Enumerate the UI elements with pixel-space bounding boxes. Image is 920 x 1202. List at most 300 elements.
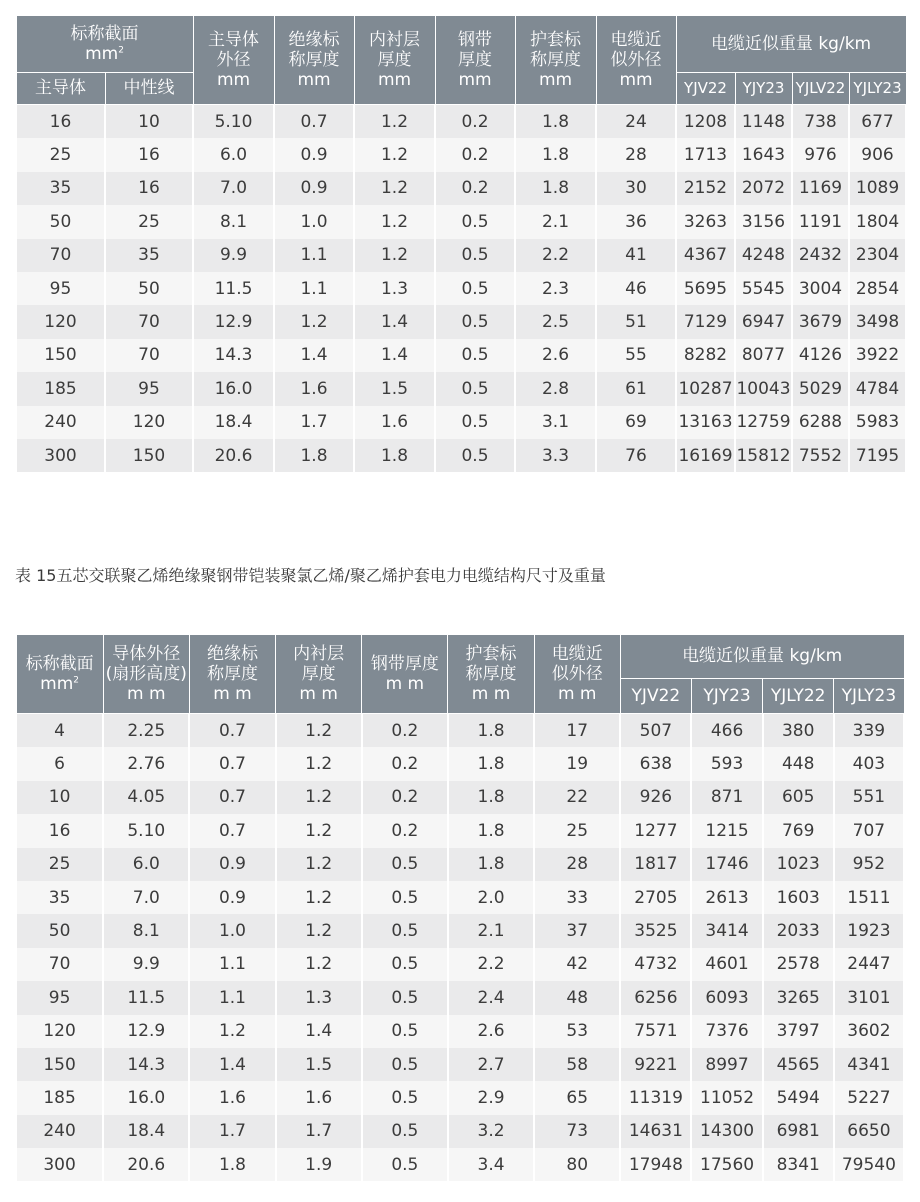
table-cell: 2.9 (448, 1081, 534, 1114)
table-row (16, 981, 904, 1014)
table-cell: 9.9 (193, 239, 274, 272)
table-cell: 16 (105, 172, 193, 205)
table-cell: 906 (849, 138, 906, 171)
table-cell: 1643 (735, 138, 792, 171)
table-cell: 380 (763, 714, 834, 748)
table-cell: 4248 (735, 239, 792, 272)
table-cell: 14631 (620, 1115, 691, 1148)
table-cell: 6.0 (193, 138, 274, 171)
table-cell: 58 (534, 1048, 620, 1081)
table-cell: 339 (834, 714, 904, 748)
table-cell: 5545 (735, 272, 792, 305)
table-cell: 3498 (849, 305, 906, 338)
table-cell: 8.1 (193, 205, 274, 238)
table-cell: 0.9 (189, 848, 275, 881)
table-cell: 1.1 (189, 981, 275, 1014)
table-cell: 76 (596, 439, 676, 472)
table-cell: 1.2 (354, 172, 435, 205)
table-row (16, 372, 906, 405)
table-cell: 0.5 (435, 406, 515, 439)
table-cell: 1.8 (448, 781, 534, 814)
table-row (16, 814, 904, 847)
table-cell: 0.7 (189, 781, 275, 814)
table-cell: 1.1 (274, 272, 354, 305)
table-cell: 6947 (735, 305, 792, 338)
table-row (16, 205, 906, 238)
table-cell: 1.8 (448, 747, 534, 780)
table-cell: 12.9 (103, 1015, 189, 1048)
table-cell: 1.9 (276, 1148, 362, 1181)
insulation-thickness-header (274, 16, 354, 105)
table-cell: 73 (534, 1115, 620, 1148)
steel-tape-header (435, 16, 515, 105)
table-cell: 5695 (676, 272, 735, 305)
table-cell: 1169 (792, 172, 849, 205)
table-cell: 1.2 (276, 881, 362, 914)
table-cell: 1746 (691, 848, 762, 881)
inner-layer-header (354, 16, 435, 105)
table-cell: 2.8 (515, 372, 596, 405)
table-cell: 952 (834, 848, 904, 881)
table-row (16, 781, 904, 814)
table-cell: 7129 (676, 305, 735, 338)
table-cell: 2.1 (515, 205, 596, 238)
five-core-cable-spec-table (15, 634, 905, 1181)
table-cell: 25 (16, 138, 105, 171)
table-cell: 16.0 (193, 372, 274, 405)
table-cell: 0.5 (435, 239, 515, 272)
table-cell: 7195 (849, 439, 906, 472)
table-cell: 2.6 (448, 1015, 534, 1048)
header-line: 厚度 (377, 49, 412, 70)
table-cell: 2033 (763, 914, 834, 947)
header-unit: m m (127, 684, 166, 705)
table-cell: 35 (16, 881, 103, 914)
table-row (16, 747, 904, 780)
header-line: 称厚度 (206, 663, 258, 684)
table-cell: 1.6 (276, 1081, 362, 1114)
table-cell: 7552 (792, 439, 849, 472)
table-cell: 2432 (792, 239, 849, 272)
table-cell: 2.3 (515, 272, 596, 305)
table-cell: 6288 (792, 406, 849, 439)
table-cell: 0.5 (362, 914, 448, 947)
header-line: 钢带 (458, 29, 492, 50)
table-cell: 1208 (676, 105, 735, 139)
table-cell: 1.8 (515, 105, 596, 139)
table-cell: 35 (105, 239, 193, 272)
table-cell: 3004 (792, 272, 849, 305)
table-cell: 638 (620, 747, 691, 780)
table-cell: 120 (16, 305, 105, 338)
table-cell: 3.2 (448, 1115, 534, 1148)
table-cell: 5029 (792, 372, 849, 405)
header-line: 称厚度 (465, 663, 517, 684)
table-cell: 0.5 (362, 1115, 448, 1148)
table-cell: 4341 (834, 1048, 904, 1081)
table-cell: 79540 (834, 1148, 904, 1181)
table-cell: 8077 (735, 339, 792, 372)
header-line: 似外径 (610, 49, 662, 70)
table-cell: 1.5 (354, 372, 435, 405)
section-label: 标称截面 (70, 23, 139, 44)
table-cell: 35 (16, 172, 105, 205)
table-cell: 0.5 (435, 205, 515, 238)
table-cell: 448 (763, 747, 834, 780)
header-unit: m m (299, 684, 338, 705)
table-cell: 677 (849, 105, 906, 139)
table-cell: 3101 (834, 981, 904, 1014)
table-cell: 36 (596, 205, 676, 238)
neutral-header: 中性线 (105, 73, 193, 105)
table-cell: 70 (105, 305, 193, 338)
table-cell: 0.9 (189, 881, 275, 914)
table-cell: 20.6 (103, 1148, 189, 1181)
table2-body (16, 714, 904, 1182)
table-cell: 7571 (620, 1015, 691, 1048)
table-cell: 0.2 (435, 172, 515, 205)
table-row (16, 172, 906, 205)
table-cell: 976 (792, 138, 849, 171)
table-cell: 3.1 (515, 406, 596, 439)
table-cell: 3602 (834, 1015, 904, 1048)
table-cell: 1.2 (274, 305, 354, 338)
table-cell: 1817 (620, 848, 691, 881)
table-cell: 1.2 (276, 714, 362, 748)
table-cell: 466 (691, 714, 762, 748)
table-cell: 1.2 (276, 747, 362, 780)
sheath-thickness-header (448, 635, 534, 714)
insulation-thickness-header (189, 635, 275, 714)
table-cell: 30 (596, 172, 676, 205)
table-cell: 1.0 (189, 914, 275, 947)
table-cell: 70 (16, 239, 105, 272)
table-row (16, 305, 906, 338)
table-row (16, 138, 906, 171)
table-cell: 51 (596, 305, 676, 338)
table-cell: 2.25 (103, 714, 189, 748)
table-cell: 4784 (849, 372, 906, 405)
table-cell: 11319 (620, 1081, 691, 1114)
header-line: 似外径 (551, 663, 603, 684)
table-cell: 3797 (763, 1015, 834, 1048)
header-line: 厚度 (458, 49, 492, 70)
table-cell: 0.2 (362, 814, 448, 847)
table-cell: 0.2 (362, 781, 448, 814)
table-cell: 240 (16, 406, 105, 439)
table-cell: 4126 (792, 339, 849, 372)
table-cell: 10287 (676, 372, 735, 405)
table-cell: 5.10 (193, 105, 274, 139)
table-caption: 表 15五芯交联聚乙烯绝缘聚钢带铠装聚氯乙烯/聚乙烯护套电力电缆结构尺寸及重量 (15, 566, 606, 585)
table-cell: 2705 (620, 881, 691, 914)
table-cell: 926 (620, 781, 691, 814)
table-cell: 1089 (849, 172, 906, 205)
table-cell: 150 (16, 339, 105, 372)
table-cell: 871 (691, 781, 762, 814)
table-cell: 1.2 (276, 814, 362, 847)
table-cell: 593 (691, 747, 762, 780)
table-cell: 0.5 (362, 1148, 448, 1181)
table-cell: 1.2 (354, 205, 435, 238)
table-cell: 1.3 (276, 981, 362, 1014)
table-cell: 1191 (792, 205, 849, 238)
table-cell: 25 (534, 814, 620, 847)
header-line: 外径 (216, 49, 251, 70)
table-cell: 53 (534, 1015, 620, 1048)
table-cell: 4732 (620, 948, 691, 981)
table-cell: 7376 (691, 1015, 762, 1048)
table-cell: 42 (534, 948, 620, 981)
table-cell: 1.4 (274, 339, 354, 372)
table-cell: 0.2 (362, 714, 448, 748)
table-cell: 1.1 (274, 239, 354, 272)
table-cell: 1.8 (274, 439, 354, 472)
model-header: YJLV22 (792, 73, 849, 105)
table-cell: 41 (596, 239, 676, 272)
table-cell: 1.5 (276, 1048, 362, 1081)
table-cell: 4367 (676, 239, 735, 272)
table-cell: 3922 (849, 339, 906, 372)
table-row (16, 714, 904, 748)
table-cell: 1.4 (354, 305, 435, 338)
table-cell: 1.8 (515, 172, 596, 205)
table-cell: 738 (792, 105, 849, 139)
table-cell: 1511 (834, 881, 904, 914)
header-line: 电缆近 (610, 29, 662, 50)
header-line: 导体外径 (112, 643, 181, 664)
table-cell: 1.4 (189, 1048, 275, 1081)
table-cell: 17948 (620, 1148, 691, 1181)
table-cell: 37 (534, 914, 620, 947)
table-cell: 1.7 (274, 406, 354, 439)
table-cell: 16 (16, 105, 105, 139)
table-cell: 3414 (691, 914, 762, 947)
table-cell: 3156 (735, 205, 792, 238)
table-cell: 120 (105, 406, 193, 439)
table-cell: 22 (534, 781, 620, 814)
table-cell: 6.0 (103, 848, 189, 881)
header-line: 绝缘标 (288, 29, 340, 50)
table-cell: 8282 (676, 339, 735, 372)
section-unit: $mm^2$ (85, 44, 124, 64)
table-cell: 2.0 (448, 881, 534, 914)
table-row (16, 914, 904, 947)
table-cell: 0.7 (189, 814, 275, 847)
header-line: 钢带厚度 (370, 653, 439, 674)
model-header: YJV22 (676, 73, 735, 105)
table-cell: 0.5 (435, 305, 515, 338)
table-cell: 46 (596, 272, 676, 305)
table-row (16, 105, 906, 139)
model-header: YJV22 (620, 679, 691, 714)
table-cell: 551 (834, 781, 904, 814)
table-cell: 185 (16, 372, 105, 405)
table-cell: 1.2 (276, 948, 362, 981)
table-cell: 0.5 (362, 1015, 448, 1048)
model-header: YJY23 (735, 73, 792, 105)
table-cell: 1.0 (274, 205, 354, 238)
header-line: 护套标 (530, 29, 581, 50)
four-core-cable-spec-table (15, 15, 907, 472)
table-cell: 2854 (849, 272, 906, 305)
table-row (16, 272, 906, 305)
table-cell: 5983 (849, 406, 906, 439)
table-cell: 2.1 (448, 914, 534, 947)
header-line: 电缆近 (551, 643, 603, 664)
table-cell: 2447 (834, 948, 904, 981)
inner-layer-header (276, 635, 362, 714)
header-unit: mm (297, 70, 331, 91)
section-header (16, 635, 103, 714)
table-row (16, 239, 906, 272)
table-cell: 65 (534, 1081, 620, 1114)
table-cell: 20.6 (193, 439, 274, 472)
table-cell: 10043 (735, 372, 792, 405)
outer-diameter-header (534, 635, 620, 714)
header-line: 内衬层 (293, 643, 345, 664)
header-unit: m m (557, 684, 597, 705)
table-cell: 2578 (763, 948, 834, 981)
table-cell: 10 (16, 781, 103, 814)
table-cell: 5227 (834, 1081, 904, 1114)
header-line: 厚度 (301, 663, 336, 684)
table-cell: 25 (16, 848, 103, 881)
table-cell: 16 (105, 138, 193, 171)
table-cell: 1.8 (448, 714, 534, 748)
table-cell: 1.2 (276, 914, 362, 947)
table-cell: 7.0 (193, 172, 274, 205)
table-cell: 0.2 (435, 105, 515, 139)
table-cell: 5.10 (103, 814, 189, 847)
table-cell: 2304 (849, 239, 906, 272)
table-cell: 1023 (763, 848, 834, 881)
model-header: YJLY23 (849, 73, 906, 105)
table-cell: 33 (534, 881, 620, 914)
table-cell: 15812 (735, 439, 792, 472)
table-cell: 605 (763, 781, 834, 814)
table-cell: 0.5 (435, 439, 515, 472)
header-line: 称厚度 (530, 49, 581, 70)
table-cell: 70 (16, 948, 103, 981)
table-cell: 8.1 (103, 914, 189, 947)
table-row (16, 1081, 904, 1114)
table-cell: 14.3 (103, 1048, 189, 1081)
table-cell: 1.2 (276, 848, 362, 881)
table-row (16, 439, 906, 472)
table-cell: 50 (16, 914, 103, 947)
table-row (16, 406, 906, 439)
table-cell: 240 (16, 1115, 103, 1148)
table-cell: 80 (534, 1148, 620, 1181)
table-cell: 0.5 (362, 881, 448, 914)
table-cell: 1.1 (189, 948, 275, 981)
table-row (16, 1048, 904, 1081)
table-cell: 3265 (763, 981, 834, 1014)
model-header: YJY23 (691, 679, 762, 714)
table-cell: 1603 (763, 881, 834, 914)
table-cell: 9.9 (103, 948, 189, 981)
table-cell: 0.5 (362, 948, 448, 981)
table-cell: 16.0 (103, 1081, 189, 1114)
table-cell: 507 (620, 714, 691, 748)
table-cell: 24 (596, 105, 676, 139)
table-cell: 95 (16, 272, 105, 305)
table-cell: 3263 (676, 205, 735, 238)
header-line: 称厚度 (288, 49, 340, 70)
header-unit: m m (213, 684, 252, 705)
table-row (16, 1115, 904, 1148)
table-cell: 150 (16, 1048, 103, 1081)
table-cell: 0.7 (189, 747, 275, 780)
table-cell: 28 (534, 848, 620, 881)
table-row (16, 881, 904, 914)
table-cell: 1804 (849, 205, 906, 238)
table-cell: 0.5 (362, 1048, 448, 1081)
model-header: YJLY22 (763, 679, 834, 714)
table-cell: 1.6 (354, 406, 435, 439)
table-cell: 185 (16, 1081, 103, 1114)
sheath-thickness-header (515, 16, 596, 105)
table-cell: 1.8 (448, 848, 534, 881)
table-cell: 13163 (676, 406, 735, 439)
weight-header: 电缆近似重量 kg/km (676, 16, 906, 73)
table-cell: 1.3 (354, 272, 435, 305)
model-header: YJLY23 (834, 679, 904, 714)
section-unit: $mm^2$ (40, 674, 80, 694)
table-cell: 28 (596, 138, 676, 171)
table-cell: 14300 (691, 1115, 762, 1148)
table-cell: 1923 (834, 914, 904, 947)
table-row (16, 1148, 904, 1181)
table-cell: 6650 (834, 1115, 904, 1148)
table-cell: 6 (16, 747, 103, 780)
conductor-diameter-header (193, 16, 274, 105)
table-cell: 14.3 (193, 339, 274, 372)
table-cell: 1.6 (274, 372, 354, 405)
table-cell: 4601 (691, 948, 762, 981)
table-cell: 10 (105, 105, 193, 139)
table-cell: 1.7 (189, 1115, 275, 1148)
table-cell: 1.2 (354, 239, 435, 272)
table-cell: 1.2 (276, 781, 362, 814)
table-cell: 2.4 (448, 981, 534, 1014)
table-cell: 3679 (792, 305, 849, 338)
table-cell: 0.2 (362, 747, 448, 780)
header-line: 内衬层 (369, 29, 420, 50)
table-cell: 18.4 (103, 1115, 189, 1148)
header-line: 绝缘标 (206, 643, 258, 664)
table-cell: 2.6 (515, 339, 596, 372)
table-cell: 6981 (763, 1115, 834, 1148)
table-cell: 1713 (676, 138, 735, 171)
table-cell: 0.5 (435, 372, 515, 405)
header-unit: mm (458, 70, 492, 91)
table-cell: 2.5 (515, 305, 596, 338)
table-cell: 4565 (763, 1048, 834, 1081)
weight-header: 电缆近似重量 kg/km (620, 635, 904, 679)
table-cell: 50 (105, 272, 193, 305)
table-cell: 1.4 (276, 1015, 362, 1048)
table-cell: 120 (16, 1015, 103, 1048)
main-conductor-header: 主导体 (16, 73, 105, 105)
table-cell: 707 (834, 814, 904, 847)
header-line: 护套标 (465, 643, 517, 664)
table-cell: 1215 (691, 814, 762, 847)
table-cell: 11052 (691, 1081, 762, 1114)
header-line: 主导体 (208, 29, 259, 50)
table-cell: 3525 (620, 914, 691, 947)
